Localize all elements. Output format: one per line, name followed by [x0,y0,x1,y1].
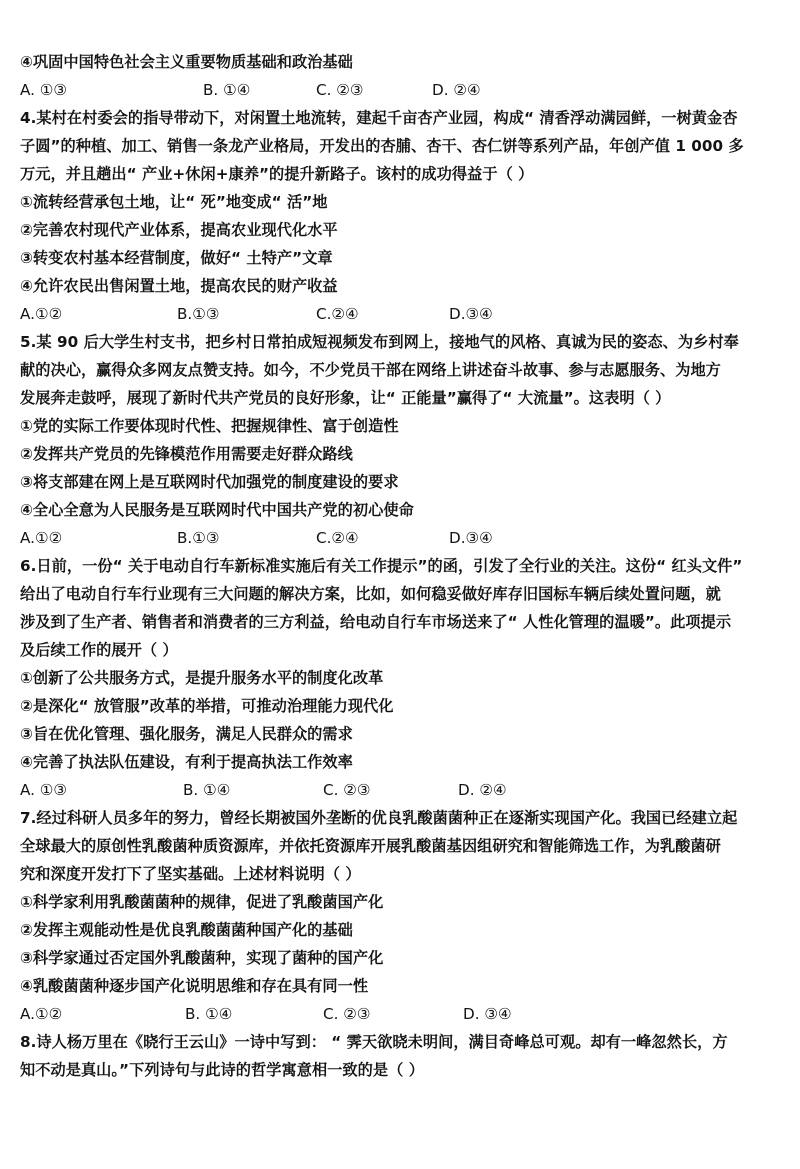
q7-choice-d: D. ③④ [463,1005,512,1023]
q4-choice-d: D.③④ [449,305,493,323]
q7-stem-line-2: 全球最大的原创性乳酸菌种质资源库，并依托资源库开展乳酸菌基因组研究和智能筛选工作，为乳酸菌研 [20,837,721,855]
q5-option-1: ①党的实际工作要体现时代性、把握规律性、富于创造性 [20,417,399,435]
q4-option-1: ①流转经营承包土地，让“ 死”地变成“ 活”地 [20,193,328,211]
q4-choices [20,304,780,324]
q3-choice-b: B. ①④ [203,81,251,99]
q5-choice-d: D.③④ [449,529,493,547]
q6-stem-line-2: 给出了电动自行车行业现有三大问题的解决方案，比如，如何稳妥做好库存旧国标车辆后续处置问题，就 [20,585,721,603]
q5-stem-line-3: 发展奔走鼓呼，展现了新时代共产党员的良好形象，让“ 正能量”赢得了“ 大流量”。这表明（ ） [20,389,671,407]
q6-option-3: ③旨在优化管理、强化服务，满足人民群众的需求 [20,725,353,743]
q7-option-3: ③科学家通过否定国外乳酸菌种，实现了菌种的国产化 [20,949,384,967]
q5-option-4: ④全心全意为人民服务是互联网时代中国共产党的初心使命 [20,501,414,519]
q4-option-3: ③转变农村基本经营制度，做好“ 土特产”文章 [20,249,333,267]
q7-stem-line-3: 究和深度开发打下了坚实基础。上述材料说明（ ） [20,865,361,883]
q6-stem-line-3: 涉及到了生产者、销售者和消费者的三方利益，给电动自行车市场送来了“ 人性化管理的温暖”。此项提示 [20,613,732,631]
q6-choice-a: A. ①③ [20,781,68,799]
q7-choice-a: A.①② [20,1005,63,1023]
q7-choice-c: C. ②③ [323,1005,371,1023]
q5-choices [20,528,780,548]
q4-option-4: ④允许农民出售闲置土地，提高农民的财产收益 [20,277,338,295]
q7-stem-line-1: 7.经过科研人员多年的努力，曾经长期被国外垄断的优良乳酸菌菌种正在逐渐实现国产化。我国已经建立起 [20,809,738,827]
q5-stem-line-1: 5.某 90 后大学生村支书，把乡村日常拍成短视频发布到网上，接地气的风格、真诚为民的姿态、为乡村奉 [20,333,739,351]
q6-option-2: ②是深化“ 放管服”改革的举措，可推动治理能力现代化 [20,697,394,715]
q5-choice-c: C.②④ [316,529,359,547]
q6-option-1: ①创新了公共服务方式，是提升服务水平的制度化改革 [20,669,384,687]
q3-choice-c: C. ②③ [316,81,364,99]
q6-choice-c: C. ②③ [323,781,371,799]
q8-stem-line-1: 8.诗人杨万里在《晓行王云山》一诗中写到： “ 霁天欲晓未明间，满目奇峰总可观。却有一峰忽然长，方 [20,1033,728,1051]
q3-option-4: ④巩固中国特色社会主义重要物质基础和政治基础 [20,53,353,71]
q8-stem-line-2: 知不动是真山。”下列诗句与此诗的哲学寓意相一致的是（ ） [20,1061,424,1079]
q3-choice-d: D. ②④ [432,81,481,99]
q4-choice-b: B.①③ [177,305,220,323]
q5-choice-a: A.①② [20,529,63,547]
q6-stem-line-4: 及后续工作的展开（ ） [20,641,178,659]
q5-choice-b: B.①③ [177,529,220,547]
q7-choice-b: B. ①④ [185,1005,233,1023]
q6-stem-line-1: 6.日前，一份“ 关于电动自行车新标准实施后有关工作提示”的函，引发了全行业的关注。这份“ 红头文件” [20,557,743,575]
q5-option-2: ②发挥共产党员的先锋模范作用需要走好群众路线 [20,445,353,463]
q7-option-2: ②发挥主观能动性是优良乳酸菌菌种国产化的基础 [20,921,353,939]
q4-stem-line-2: 子圆”的种植、加工、销售一条龙产业格局，开发出的杏脯、杏干、杏仁饼等系列产品，年创产值 1 000 多 [20,137,744,155]
q6-choice-b: B. ①④ [183,781,231,799]
q5-stem-line-2: 献的决心，赢得众多网友点赞支持。如今，不少党员干部在网络上讲述奋斗故事、参与志愿服务、为地方 [20,361,721,379]
q7-option-1: ①科学家利用乳酸菌菌种的规律，促进了乳酸菌国产化 [20,893,384,911]
q7-option-4: ④乳酸菌菌种逐步国产化说明思维和存在具有同一性 [20,977,369,995]
q6-choice-d: D. ②④ [458,781,507,799]
q4-stem-line-1: 4.某村在村委会的指导带动下，对闲置土地流转，建起千亩杏产业园，构成“ 清香浮动满园鲜，一树黄金杏 [20,109,738,127]
q3-choices [20,80,780,100]
q4-stem-line-3: 万元，并且趟出“ 产业+休闲+康养”的提升新路子。该村的成功得益于（ ） [20,165,534,183]
q5-option-3: ③将支部建在网上是互联网时代加强党的制度建设的要求 [20,473,399,491]
q6-option-4: ④完善了执法队伍建设，有利于提高执法工作效率 [20,753,353,771]
q6-choices [20,780,780,800]
q3-choice-a: A. ①③ [20,81,68,99]
q7-choices [20,1004,780,1024]
q4-option-2: ②完善农村现代产业体系，提高农业现代化水平 [20,221,338,239]
q4-choice-a: A.①② [20,305,63,323]
q4-choice-c: C.②④ [316,305,359,323]
